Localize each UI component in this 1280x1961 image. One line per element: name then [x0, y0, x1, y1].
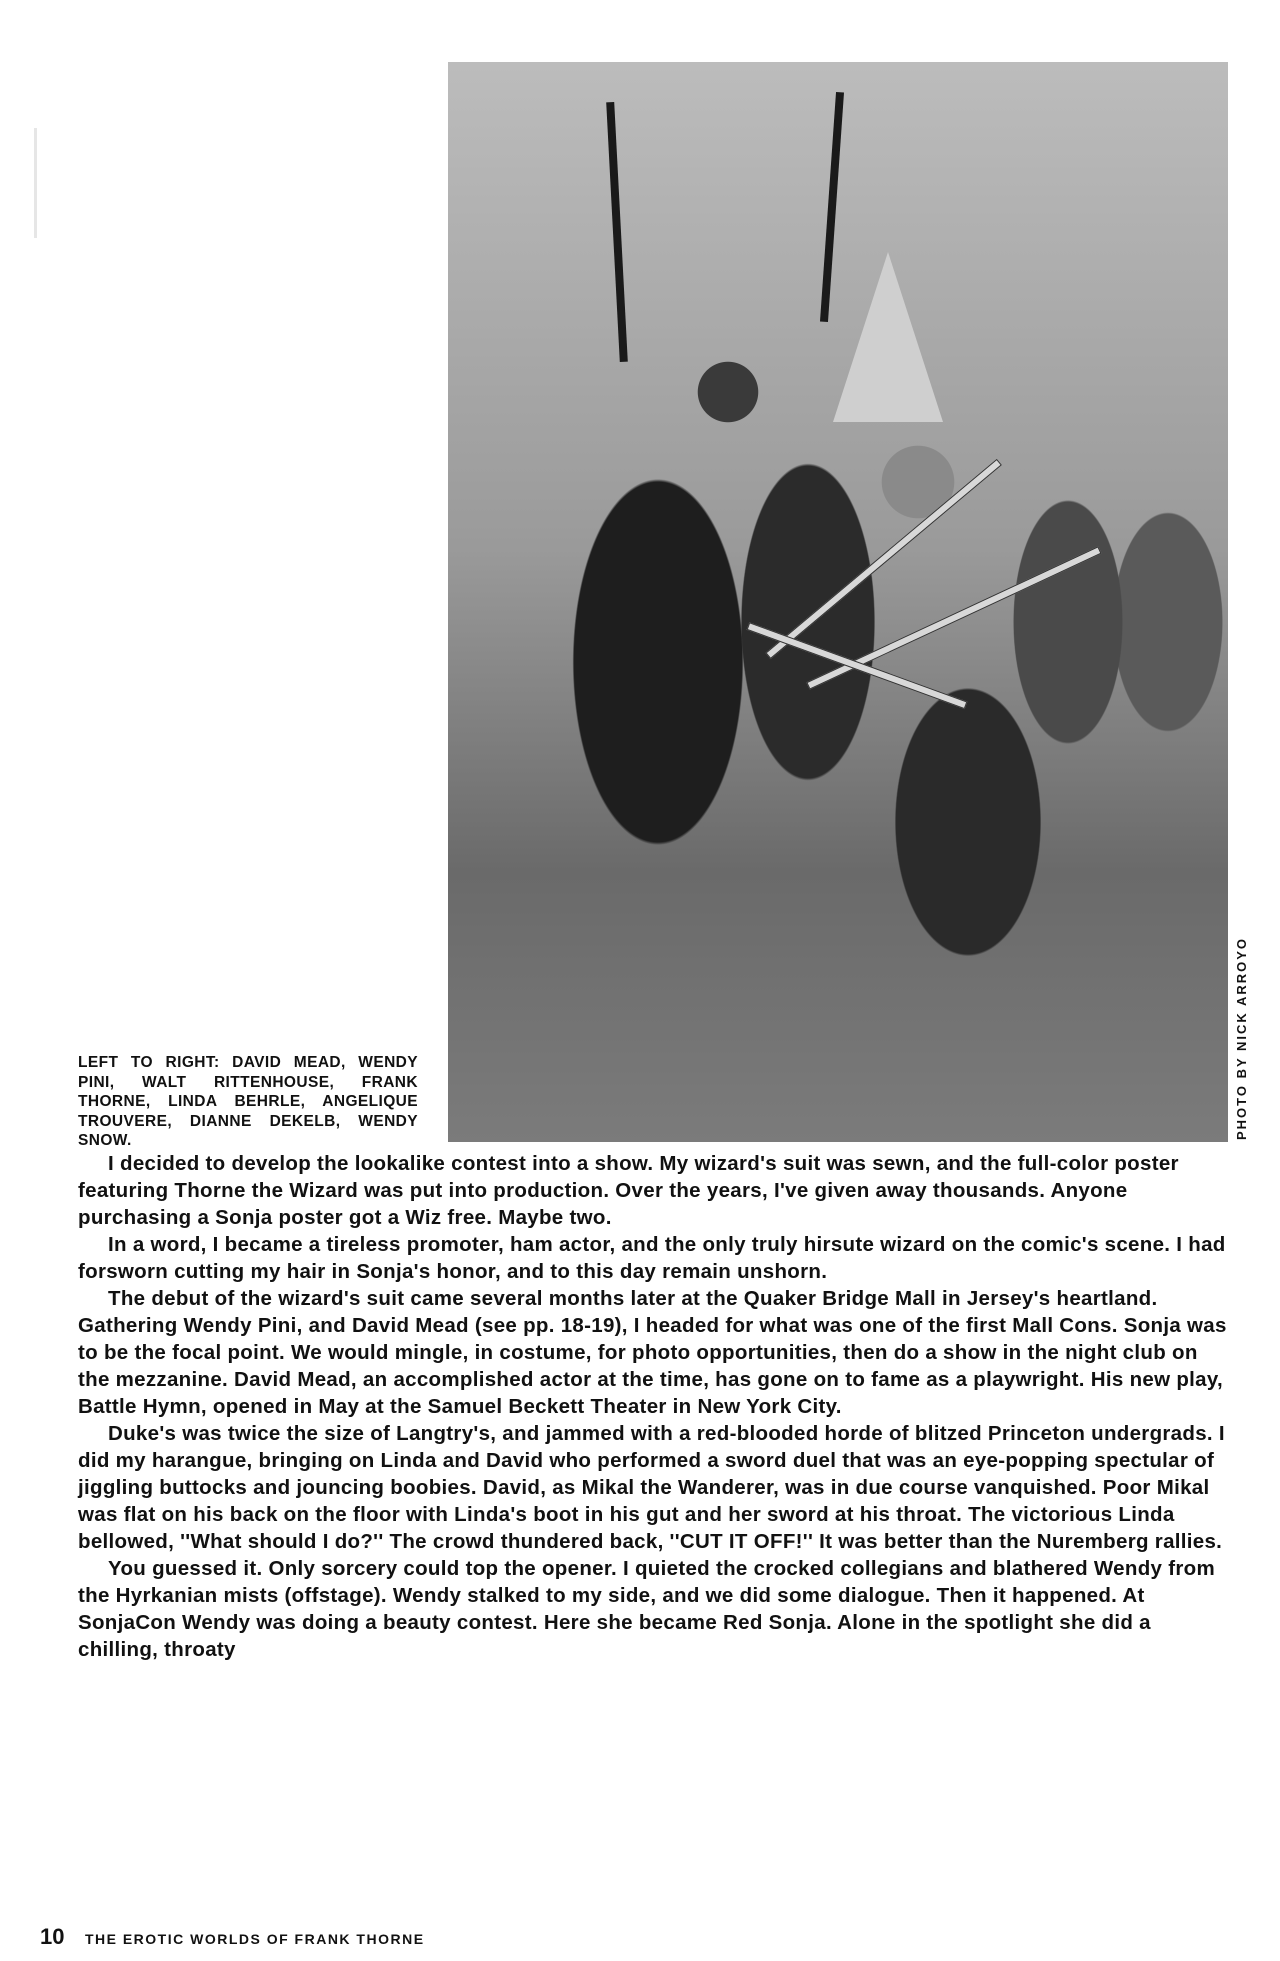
wizard-hat — [833, 252, 943, 422]
paragraph: The debut of the wizard's suit came several months later at the Quaker Bridge Mall in Jersey's heartland. Gathering Wendy Pini, and David Mead (see pp. 18-19), I headed for what was one of the first Mall Cons. Sonja was to be the focal point. We would mingle, in costume, for photo opportunities, then do a show in the night club on the mezzanine. David Mead, an accomplished actor at the time, has gone on to fame as a playwright. His new play, Battle Hymn, opened in May at the Samuel Beckett Theater in New York City. — [78, 1287, 1227, 1418]
paragraph: Duke's was twice the size of Langtry's, and jammed with a red-blooded horde of blitzed Princeton undergrads. I did my harangue, bringing on Linda and David who performed a sword duel that was an eye-popping spectular of jiggling buttocks and jouncing boobies. David, as Mikal the Wanderer, was in due course vanquished. Poor Mikal was flat on his back on the floor with Linda's boot in his gut and her sword at his throat. The victorious Linda bellowed, ''What should I do?'' The crowd thundered back, ''CUT IT OFF!'' It was better than the Nuremberg rallies. — [78, 1422, 1225, 1553]
paragraph: I decided to develop the lookalike contest into a show. My wizard's suit was sewn, and the full-color poster featuring Thorne the Wizard was put into production. Over the years, I've given away thousands. Anyone purchasing a Sonja poster got a Wiz free. Maybe two. — [78, 1152, 1179, 1229]
scan-fleck — [34, 128, 37, 238]
photo-caption: LEFT TO RIGHT: DAVID MEAD, WENDY PINI, WALT RITTENHOUSE, FRANK THORNE, LINDA BEHRLE, ANGELIQUE TROUVERE, DIANNE DEKELB, WENDY SNOW. — [78, 1054, 418, 1149]
sword — [806, 546, 1101, 689]
paragraph: In a word, I became a tireless promoter, ham actor, and the only truly hirsute wizard on the comic's scene. I had forsworn cutting my hair in Sonja's honor, and to this day remain unshorn. — [78, 1233, 1226, 1283]
running-title: THE EROTIC WORLDS OF FRANK THORNE — [84, 1931, 425, 1947]
group-photo — [448, 62, 1228, 1142]
page-footer — [40, 1924, 425, 1950]
article-body — [78, 1150, 1230, 1663]
photo-credit: PHOTO BY NICK ARROYO — [1234, 936, 1249, 1140]
page-number: 10 — [40, 1924, 65, 1949]
paragraph: You guessed it. Only sorcery could top the opener. I quieted the crocked collegians and blathered Wendy from the Hyrkanian mists (offstage). Wendy stalked to my side, and we did some dialogue. Then it happened. At SonjaCon Wendy was doing a beauty contest. Here she became Red Sonja. Alone in the spotlight she did a chilling, throaty — [78, 1557, 1215, 1661]
sword — [765, 459, 1001, 659]
sword — [747, 622, 968, 709]
spear — [606, 102, 628, 362]
